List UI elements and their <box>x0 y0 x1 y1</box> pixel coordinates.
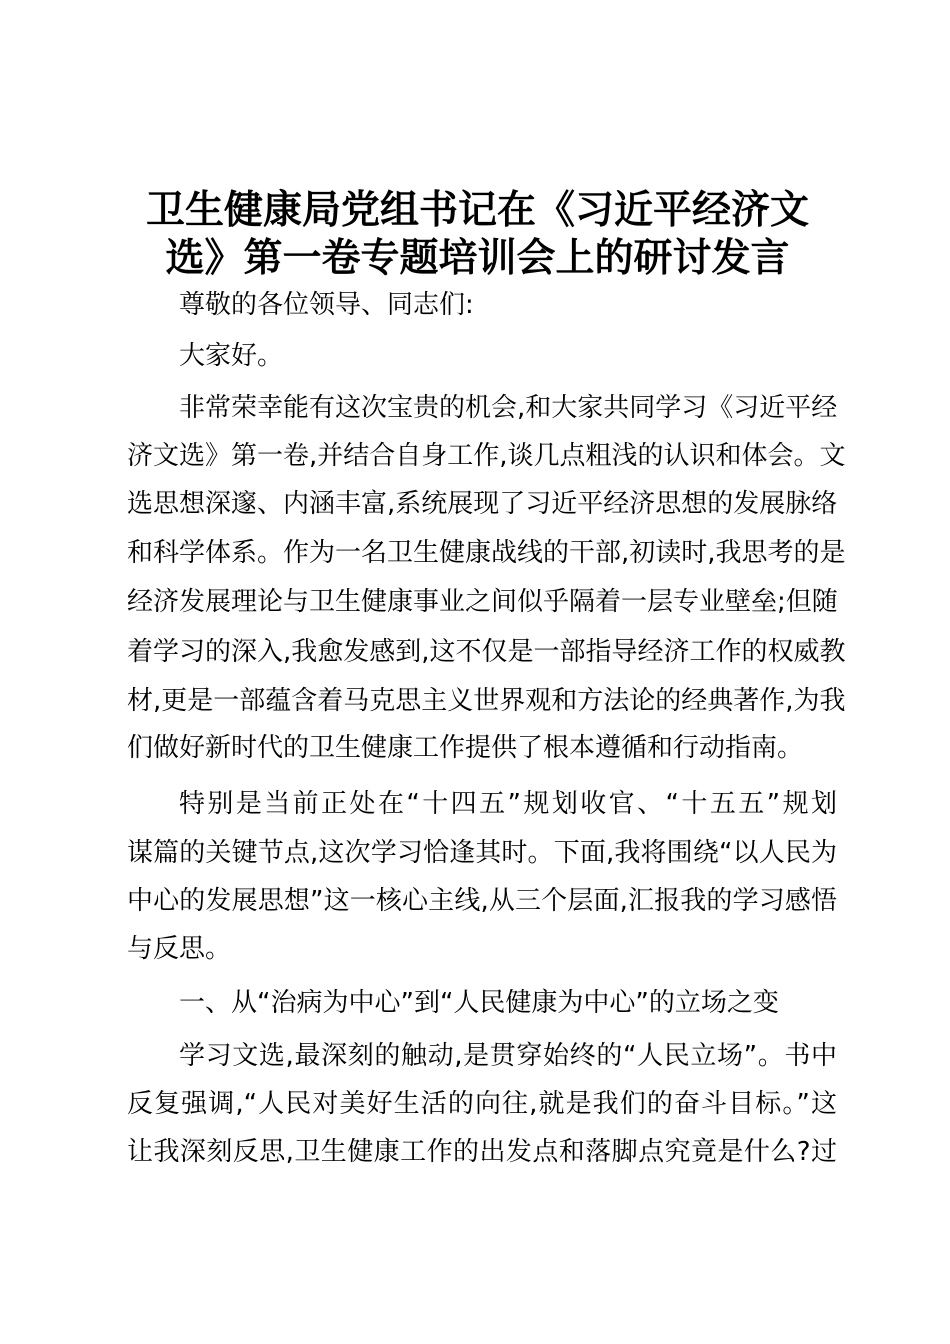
paragraph-line: 与反思。 <box>127 934 232 964</box>
salutation-line: 尊敬的各位领导、同志们: <box>179 290 474 320</box>
paragraph-line: 谋篇的关键节点,这次学习恰逢其时。下面,我将围绕“以人民为 <box>127 838 837 868</box>
paragraph-line: 学习文选,最深刻的触动,是贯穿始终的“人民立场”。书中 <box>179 1041 837 1071</box>
paragraph-line: 着学习的深入,我愈发感到,这不仅是一部指导经济工作的权威教 <box>127 637 846 667</box>
paragraph-line: 反复强调,“人民对美好生活的向往,就是我们的奋斗目标。”这 <box>127 1089 837 1119</box>
paragraph-line: 材,更是一部蕴含着马克思主义世界观和方法论的经典著作,为我 <box>127 686 846 716</box>
greeting-line: 大家好。 <box>179 341 284 371</box>
paragraph-line: 和科学体系。作为一名卫生健康战线的干部,初读时,我思考的是 <box>127 538 846 568</box>
document-title-line-1: 卫生健康局党组书记在《习近平经济文 <box>145 187 809 233</box>
paragraph-line: 济文选》第一卷,并结合自身工作,谈几点粗浅的认识和体会。文 <box>127 441 846 471</box>
paragraph-line: 选思想深邃、内涵丰富,系统展现了习近平经济思想的发展脉络 <box>127 489 838 519</box>
paragraph-line: 让我深刻反思,卫生健康工作的出发点和落脚点究竟是什么?过 <box>127 1137 837 1167</box>
paragraph-line: 们做好新时代的卫生健康工作提供了根本遵循和行动指南。 <box>127 733 804 763</box>
section-heading: 一、从“治病为中心”到“人民健康为中心”的立场之变 <box>179 988 779 1018</box>
paragraph-line: 经济发展理论与卫生健康事业之间似乎隔着一层专业壁垒;但随 <box>127 587 838 617</box>
document-title-line-2: 选》第一卷专题培训会上的研讨发言 <box>165 235 790 281</box>
paragraph-line: 非常荣幸能有这次宝贵的机会,和大家共同学习《习近平经 <box>179 393 838 423</box>
paragraph-line: 特别是当前正处在“十四五”规划收官、“十五五”规划 <box>179 789 837 819</box>
paragraph-line: 中心的发展思想”这一核心主线,从三个层面,汇报我的学习感悟 <box>127 886 837 916</box>
